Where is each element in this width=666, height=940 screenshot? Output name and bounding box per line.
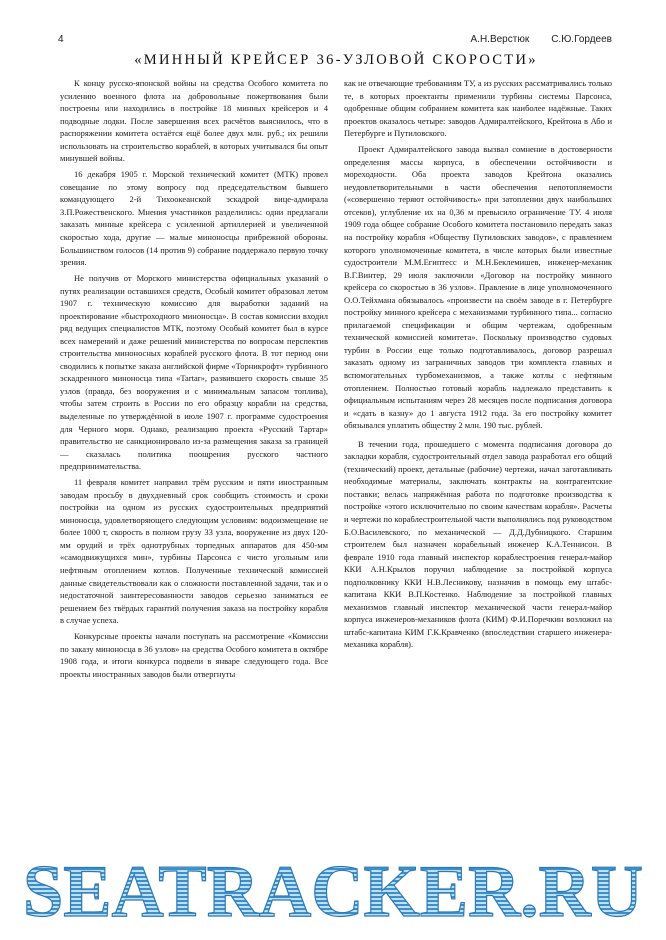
paragraph: 16 декабря 1905 г. Морской технический комитет (МТК) провел совещание по этому вопросу под председательством бывшего командующего 2-й Тихоокеанской эскадрой вице-адмирала З.П.Рожественского. Мнения участников разделились: одни предлагали заказать минные крейсера с усиленной артиллерией и увеличенной скоростью хода, другие — малые миноносцы прибрежной обороны. Большинством голосов (14 против 9) собрание поддержало первую точку зрения. (60, 169, 328, 268)
author-verstyuk: А.Н.Верстюк (470, 34, 530, 45)
watermark-logo (0, 848, 666, 928)
paragraph-continued: как не отвечающие требованиям ТУ, а из русских рассматривались только те, в которых проектанты применили турбины системы Парсонса, одобренные общим собранием комитета как наиболее надёжные. Таких проектов оказалось четыре: заводов Адмиралтейского, Крейтона в Або и Петербурге и Путиловского. (344, 78, 613, 139)
author-list (471, 34, 613, 45)
paragraph: К концу русско-японской войны на средства Особого комитета по усилению военного флота на добровольные пожертвования были построены или находились в постройке 18 минных крейсеров и 4 подводные лодки. После завершения всех расчётов выяснилось, что в распоряжении комитета остаётся ещё более двух млн. руб.; их решили использовать на строительство кораблей, в которых учитывался бы опыт минувшей войны. (60, 78, 328, 164)
watermark-text: SEATRACKER.RU (23, 851, 643, 928)
right-column (344, 77, 612, 654)
article-title: «МИННЫЙ КРЕЙСЕР 36-УЗЛОВОЙ СКОРОСТИ» (134, 52, 538, 68)
paragraph: В течении года, прошедшего с момента подписания договора до закладки корабля, судостроительный отдел завода разработал его общий (технический) проект, детальные (рабочие) чертежи, начал заготавливать необходимые материалы, заключать контракты на контрагентские поставки; велась напряжённая работа по подготовке производства к постройке «этого исключительно по своим качествам корабля». Расчеты и чертежи по кораблестроительной части выполнялись под руководством Б.О.Василевского, по механической — Д.Д.Дубницкого. Старшим строителем был назначен корабельный инженер К.А.Теннисон. В феврале 1910 года главный инспектор кораблестроения генерал-майор ККИ А.Н.Крылов поручил наблюдение за постройкой корпуса подполковнику ККИ Н.В.Лесникову, назначив в помощь ему штабс-капитана ККИ В.П.Костенко. Наблюдение за постройкой главных механизмов главный инспектор механической части генерал-майор корпуса инженеров-механиков флота (КИМ) Ф.И.Поречкин возложил на штабс-капитана КИМ Г.К.Кравченко (впоследствии старшего инженера-механика корабля). (344, 438, 612, 650)
watermark-svg (0, 848, 666, 928)
left-column (60, 77, 328, 684)
page-number: 4 (58, 34, 64, 45)
paragraph: Конкурсные проекты начали поступать на рассмотрение «Комиссии по заказу миноносца в 36 узлов» на средства Особого комитета в октябре 1908 года, и итоги конкурса подвели в январе следующего года. Все проекты иностранных заводов были отвергнуты (60, 631, 328, 679)
paragraph: Не получив от Морского министерства официальных указаний о путях реализации оставшихся средств, Особый комитет образовал летом 1907 г. техническую комиссию для выработки заданий на проектирование «быстроходного миноносца». В состав комиссии входил ряд ведущих специалистов МТК, поэтому Особый комитет был в курсе всех намерений и даже решений министерства по вопросам перспектив строительства миноносных кораблей русского флота. В тот период они сводились к попытке заказа английской фирме «Торникрофт» турбинного эскадренного миноносца типа «Tartar», развившего скорость свыше 35 узлов (правда, без вооружения и с минимальным запасом топлива), чтобы затем строить в России по его образцу корабли на средства, выделенные по утверждённой в июле 1907 г. программе судостроения для Черного моря. Однако, реализацию проекта «Русский Тартар» правительство не санкционировало из-за размещения заказа за границей — сказалась политика поощрения русского частного предпринимательства. (60, 272, 328, 472)
paragraph: Проект Адмиралтейского завода вызвал сомнение в достоверности определения массы корпуса, в обеспечении остойчивости и мореходности. Оба проекта заводов Крейтона оказались неудовлетворительными в части обеспечения непотопляемости («совершенно теряют остойчивость» при затоплении двух наибольших отсеков), углубление их на 0,36 м превысило ограничение ТУ. 4 июля 1909 года общее собрание Особого комитета постановило передать заказ на постройку корабля «Обществу Путиловских заводов», с правлением которого уполномоченные комитета, в числе которых были известные судостроители М.М.Египтесс и М.Н.Беклемишев, инженер-механик В.Г.Винтер, 29 июля заключили «Договор на постройку минного крейсера со скоростью в 36 узлов». Правление в лице уполномоченного О.О.Тейхмана обязывалось «произвести на своём заводе в г. Петербурге постройку минного крейсера с механизмами турбинного типа... согласно прилагаемой спецификации и общим чертежам, одобренным технической комиссией комитета». Поскольку производство судовых турбин в России еще только подготавливалось, договор разрешал заказать одному из заграничных заводов три комплекта главных и вспомогательных турбомеханизмов, а также котлы с нефтяным отоплением. Полностью готовый корабль надлежало представить к официальным испытаниям через 28 месяцев после подписания договора и «сдать в казну» до 1 августа 1912 года. За его постройку комитет обязывался уплатить обществу 2 млн. 190 тыс. рублей. (344, 144, 612, 431)
author-gordeev: С.Ю.Гордеев (551, 34, 612, 45)
paragraph: 11 февраля комитет направил трём русским и пяти иностранным заводам просьбу в двухдневный срок сообщить стоимость и сроки постройки на одном из русских судостроительных предприятий миноносца, удовлетворяющего следующим условиям: водоизмещение не более 1000 т, скорость в полном грузу 33 узла, вооружение из двух 120-мм орудий и трёх однотрубных торпедных аппаратов для 450-мм «самодвижущихся мин», турбины Парсонса с чисто угольным или нефтяным отоплением котлов. Полученные технической комиссией данные свидетельствовали как о сложности поставленной задачи, так и о недостаточной заинтересованности заводов серьезно заниматься ее решением без твёрдых гарантий получения заказа на постройку корабля в случае успеха. (60, 477, 328, 626)
